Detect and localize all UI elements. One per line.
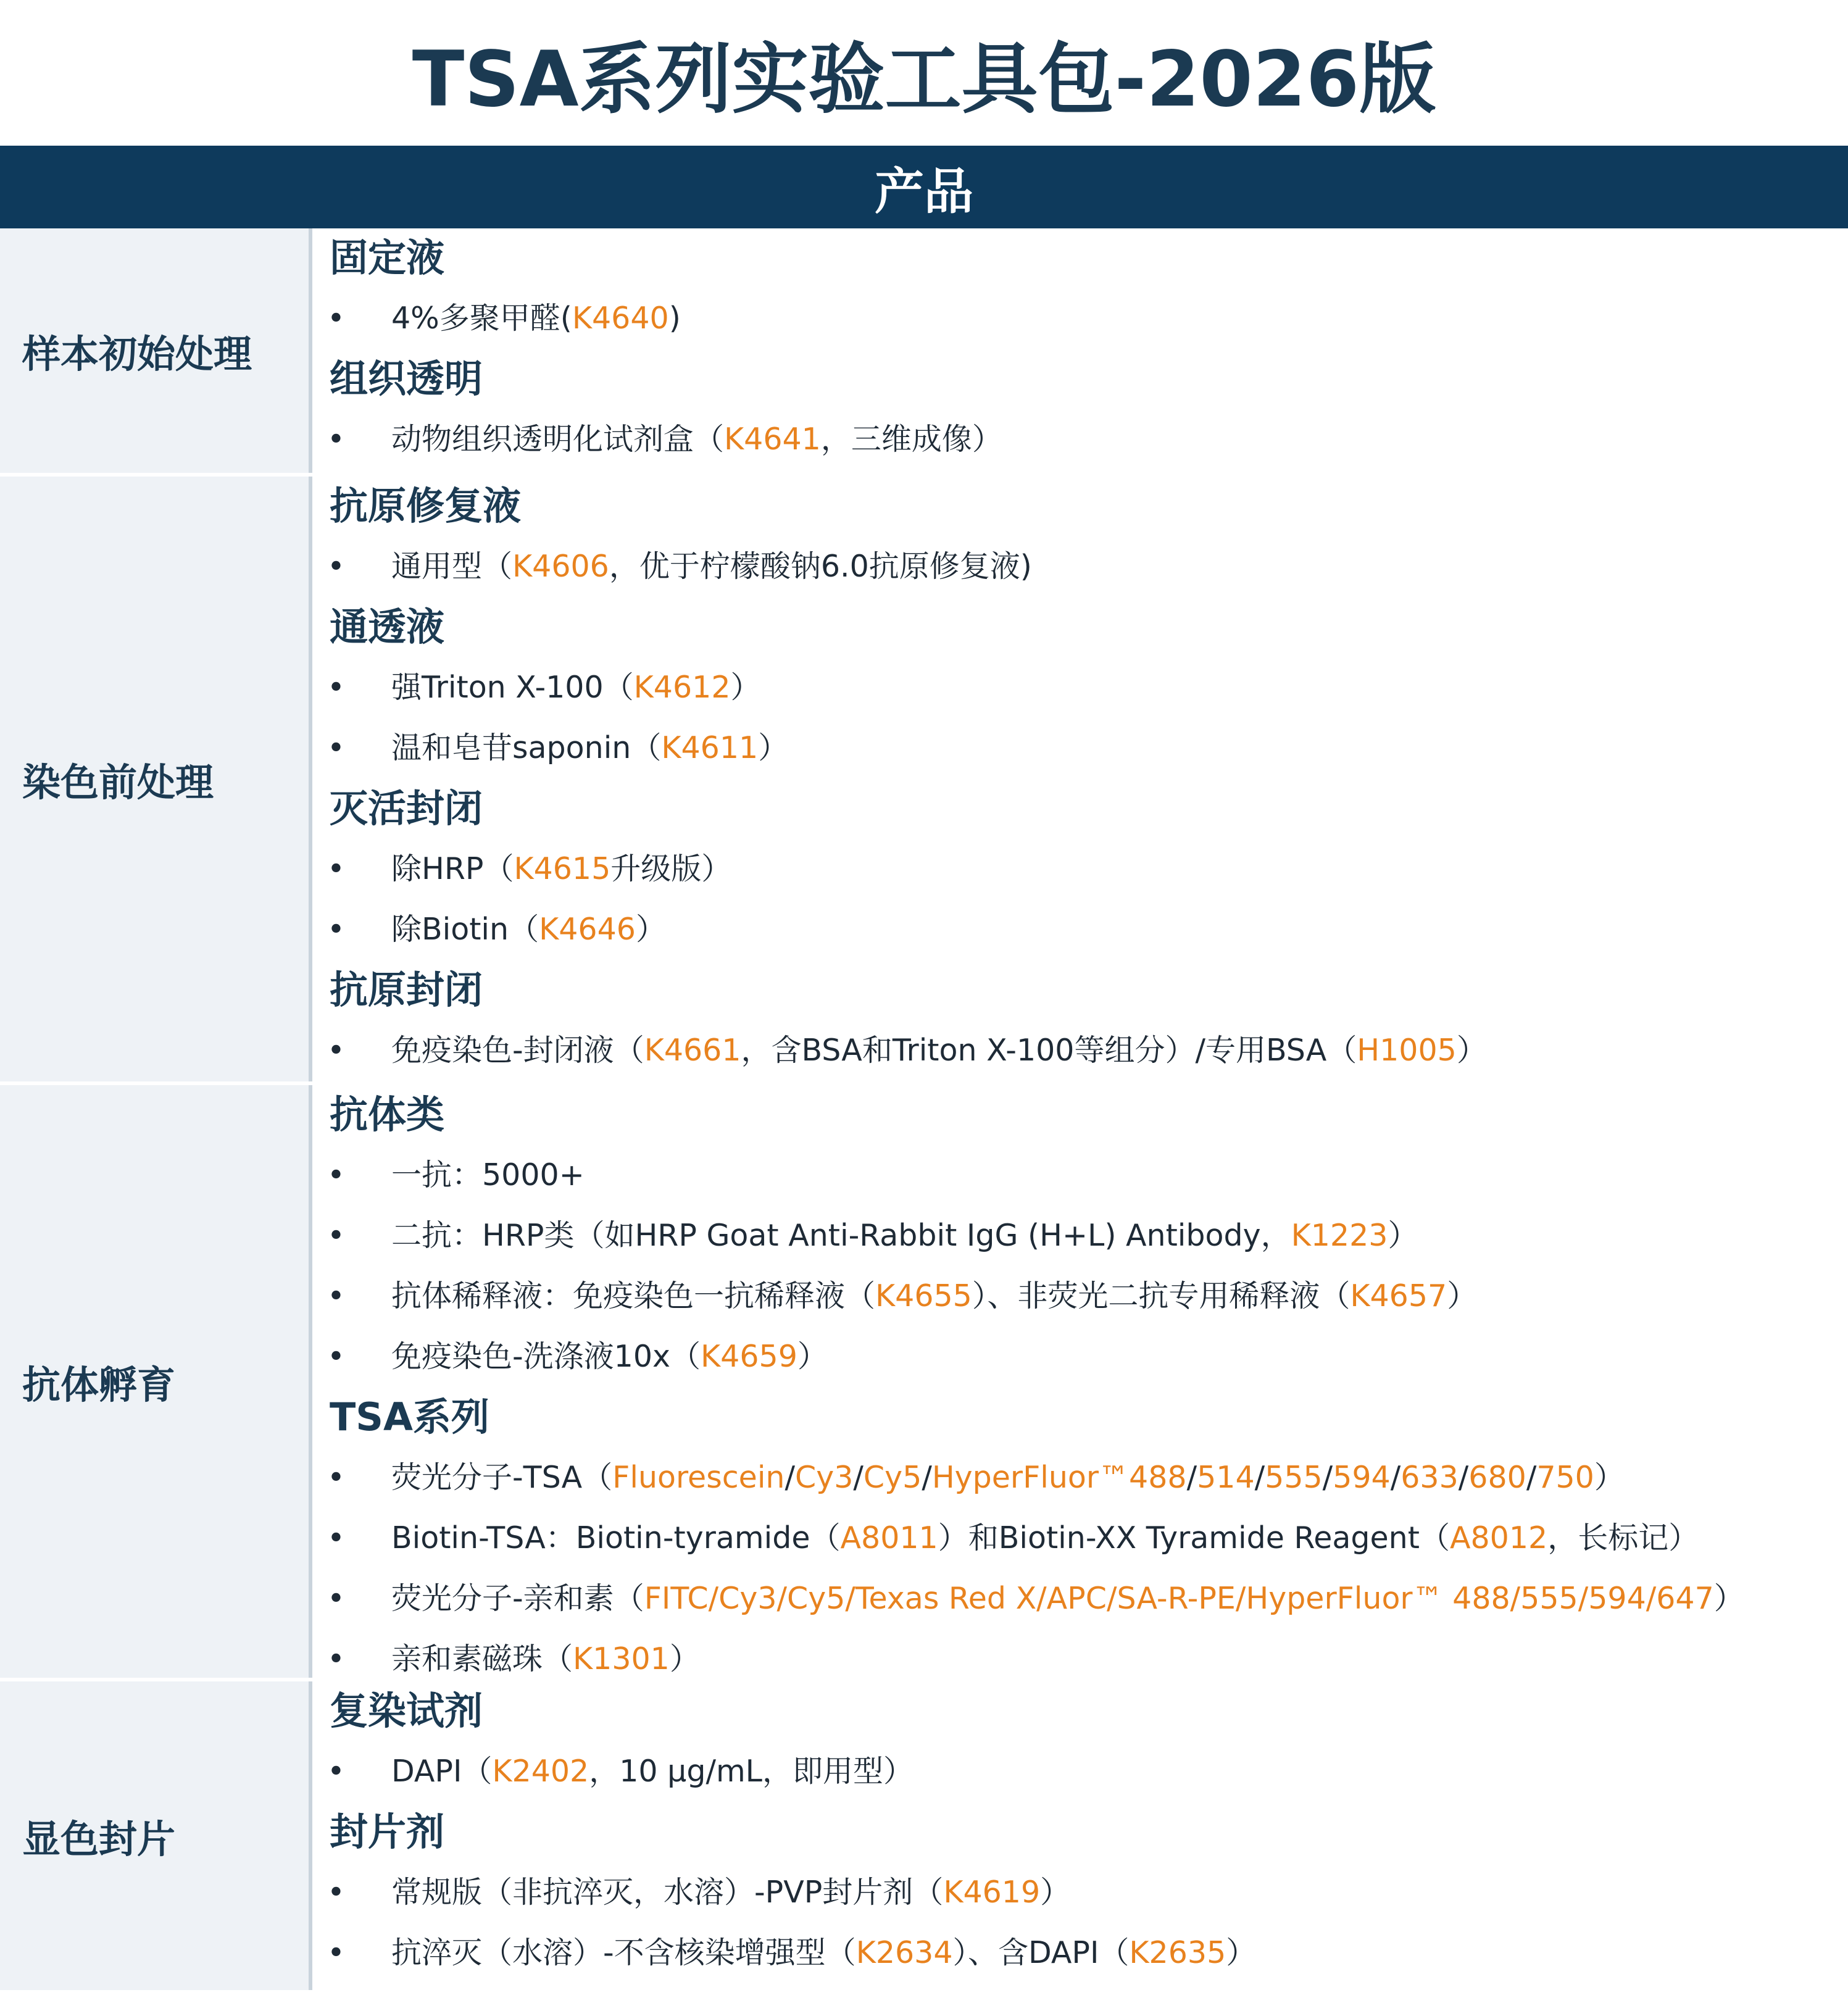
category-cell: 抗体孵育: [0, 1085, 309, 1678]
product-code: K1301: [573, 1641, 670, 1676]
list-item: [327, 1635, 700, 1684]
item-text: /: [1526, 1460, 1537, 1495]
product-code: 633: [1401, 1460, 1459, 1495]
list-item: [327, 294, 681, 343]
product-code: K4655: [875, 1278, 972, 1314]
item-text: ）、含DAPI（: [952, 1935, 1130, 1970]
list-item: [327, 1574, 1744, 1623]
product-code: Cy3: [795, 1460, 854, 1495]
product-code: K4657: [1350, 1278, 1447, 1314]
item-text: /: [1186, 1460, 1197, 1495]
product-code: FITC/Cy3/Cy5/Texas Red X/APC/SA-R-PE/HyperFluor™ 488/555/594/647: [644, 1581, 1714, 1616]
list-item: [327, 1868, 1070, 1917]
item-text: /: [922, 1460, 932, 1495]
bullet-icon: •: [327, 851, 345, 886]
content-cell: [312, 1681, 1848, 1990]
list-item: [327, 542, 1032, 591]
item-text: ，优于柠檬酸钠6.0抗原修复液): [609, 549, 1032, 584]
bullet-icon: •: [327, 1754, 345, 1789]
item-text: /: [853, 1460, 864, 1495]
bullet-icon: •: [327, 301, 345, 336]
table-header: 产品: [0, 146, 1848, 228]
item-text: /: [785, 1460, 796, 1495]
list-item: [327, 663, 761, 712]
item-text: 荧光分子-TSA（: [391, 1460, 613, 1495]
product-code: K2634: [855, 1935, 953, 1970]
item-text: ）: [669, 1641, 700, 1676]
bullet-icon: •: [327, 1157, 345, 1193]
list-item: [327, 1928, 1256, 1978]
section-heading: 组织透明: [330, 356, 483, 401]
section-heading: 封片剂: [330, 1809, 445, 1854]
item-text: 荧光分子-亲和素（: [391, 1581, 644, 1616]
product-code: K4661: [644, 1033, 741, 1068]
bullet-icon: •: [327, 730, 345, 765]
list-item: [327, 1332, 828, 1381]
product-code: 680: [1468, 1460, 1526, 1495]
bullet-icon: •: [327, 1339, 345, 1374]
item-text: ）: [1456, 1033, 1487, 1068]
item-text: 除HRP（: [391, 851, 514, 886]
product-code: 594: [1333, 1460, 1391, 1495]
item-text: 二抗：HRP类（如HRP Goat Anti-Rabbit IgG (H+L) Antibody，: [391, 1218, 1291, 1253]
product-code: 555: [1265, 1460, 1323, 1495]
list-item: [327, 1514, 1699, 1563]
item-text: ）: [1040, 1875, 1071, 1910]
page-title: TSA系列实验工具包-2026版: [412, 35, 1436, 124]
item-text: DAPI（: [391, 1754, 493, 1789]
section-heading: TSA系列: [330, 1394, 489, 1439]
item-text: 动物组织透明化试剂盒（: [391, 422, 725, 457]
table-row: [0, 1681, 1848, 1990]
product-code: K4659: [701, 1339, 797, 1374]
product-code: K4615: [514, 851, 611, 886]
bullet-icon: •: [327, 1033, 345, 1068]
list-item: [327, 723, 788, 773]
item-text: ）: [1594, 1460, 1625, 1495]
section-heading: 固定液: [330, 235, 445, 280]
item-text: ）: [797, 1339, 828, 1374]
item-text: 温和皂苷saponin（: [391, 730, 662, 765]
item-text: ）: [1226, 1935, 1257, 1970]
product-code: K4641: [724, 422, 821, 457]
item-text: ，三维成像）: [820, 422, 1002, 457]
item-text: 免疫染色-封闭液（: [391, 1033, 644, 1068]
item-text: ）: [1447, 1278, 1478, 1314]
item-text: 4%多聚甲醛(: [391, 301, 572, 336]
product-code: K4612: [633, 670, 731, 705]
section-heading: 抗原修复液: [330, 483, 522, 528]
product-code: K4606: [512, 549, 609, 584]
item-text: ，10 μg/mL，即用型）: [589, 1754, 914, 1789]
product-code: 750: [1536, 1460, 1594, 1495]
item-text: /: [1254, 1460, 1265, 1495]
list-item: [327, 415, 1002, 464]
bullet-icon: •: [327, 1641, 345, 1676]
item-text: 升级版）: [610, 851, 732, 886]
list-item: [327, 905, 666, 954]
bullet-icon: •: [327, 422, 345, 457]
bullet-icon: •: [327, 1278, 345, 1314]
item-text: 常规版（非抗淬灭，水溶）-PVP封片剂（: [391, 1875, 944, 1910]
category-cell: 样本初始处理: [0, 228, 309, 473]
product-code: H1005: [1357, 1033, 1457, 1068]
product-code: K4619: [943, 1875, 1041, 1910]
section-heading: 复染试剂: [330, 1688, 483, 1733]
item-text: 除Biotin（: [391, 912, 539, 947]
item-text: ）: [730, 670, 761, 705]
content-cell: [312, 477, 1848, 1081]
item-text: ）: [758, 730, 789, 765]
product-code: A8012: [1449, 1520, 1548, 1556]
section-heading: 通透液: [330, 604, 445, 649]
item-text: ，长标记）: [1547, 1520, 1699, 1556]
item-text: ，含BSA和Triton X-100等组分）/专用BSA（: [741, 1033, 1357, 1068]
bullet-icon: •: [327, 549, 345, 584]
product-code: K4640: [572, 301, 669, 336]
section-heading: 灭活封闭: [330, 786, 483, 831]
list-item: [327, 1026, 1487, 1075]
product-code: Cy5: [863, 1460, 922, 1495]
item-text: /: [1322, 1460, 1333, 1495]
item-text: ）、非荧光二抗专用稀释液（: [972, 1278, 1351, 1314]
item-text: ）: [1388, 1218, 1418, 1253]
bullet-icon: •: [327, 1460, 345, 1495]
item-text: /: [1390, 1460, 1401, 1495]
product-code: K2402: [492, 1754, 589, 1789]
product-code: K4646: [539, 912, 636, 947]
item-text: 一抗：5000+: [391, 1157, 585, 1193]
item-text: 免疫染色-洗涤液10x（: [391, 1339, 701, 1374]
product-code: K1223: [1291, 1218, 1388, 1253]
content-cell: [312, 1085, 1848, 1678]
item-text: /: [1458, 1460, 1469, 1495]
table-row: [0, 228, 1848, 473]
content-cell: [312, 228, 1848, 473]
product-code: K4611: [661, 730, 759, 765]
item-text: 抗淬灭（水溶）-不含核染增强型（: [391, 1935, 856, 1970]
item-text: 亲和素磁珠（: [391, 1641, 573, 1676]
item-text: 强Triton X-100（: [391, 670, 634, 705]
bullet-icon: •: [327, 1875, 345, 1910]
list-item: [327, 1272, 1477, 1321]
item-text: ): [668, 301, 681, 336]
bullet-icon: •: [327, 1935, 345, 1970]
list-item: [327, 1453, 1625, 1502]
item-text: ）和Biotin-XX Tyramide Reagent（: [938, 1520, 1450, 1556]
category-cell: 染色前处理: [0, 477, 309, 1081]
product-code: A8011: [840, 1520, 938, 1556]
table-row: [0, 477, 1848, 1081]
product-code: Fluorescein: [612, 1460, 785, 1495]
table-row: [0, 1085, 1848, 1678]
list-item: [327, 844, 731, 894]
product-code: 514: [1197, 1460, 1255, 1495]
bullet-icon: •: [327, 670, 345, 705]
list-item: [327, 1747, 914, 1796]
list-item: [327, 1151, 585, 1200]
item-text: ）: [635, 912, 666, 947]
section-heading: 抗体类: [330, 1092, 445, 1137]
item-text: 抗体稀释液：免疫染色一抗稀释液（: [391, 1278, 876, 1314]
bullet-icon: •: [327, 1581, 345, 1616]
item-text: 通用型（: [391, 549, 513, 584]
product-code: K2635: [1129, 1935, 1226, 1970]
bullet-icon: •: [327, 912, 345, 947]
bullet-icon: •: [327, 1520, 345, 1556]
item-text: Biotin-TSA：Biotin-tyramide（: [391, 1520, 841, 1556]
bullet-icon: •: [327, 1218, 345, 1253]
list-item: [327, 1211, 1418, 1260]
item-text: ）: [1713, 1581, 1744, 1616]
section-heading: 抗原封闭: [330, 967, 483, 1012]
product-code: HyperFluor™488: [931, 1460, 1187, 1495]
category-cell: 显色封片: [0, 1681, 309, 1990]
